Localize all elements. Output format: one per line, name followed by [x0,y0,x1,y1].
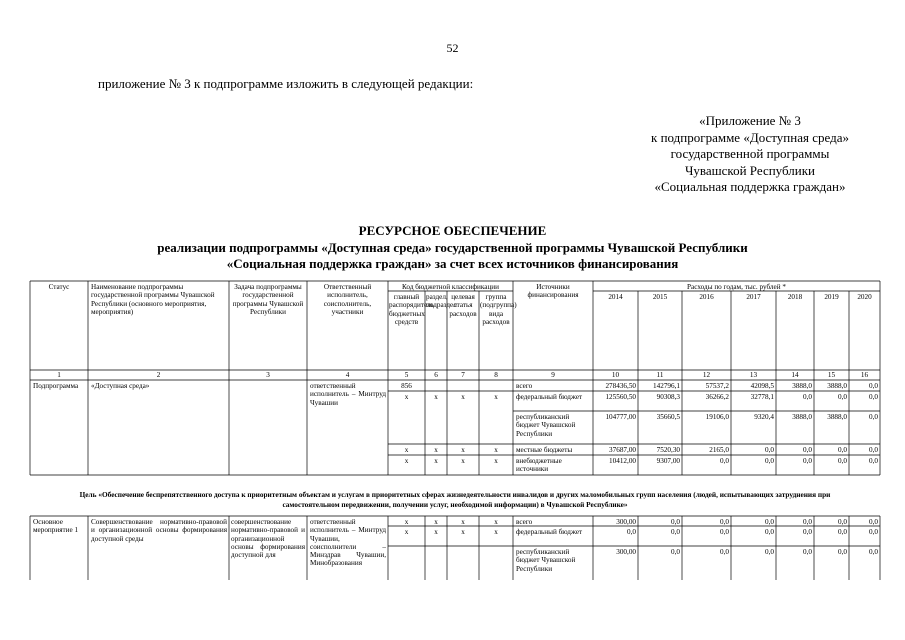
code-cell: x [461,393,465,401]
code-cell: x [434,528,438,536]
header-year: 2014 [608,293,623,301]
source-label: всего [516,382,533,390]
code-cell: x [461,457,465,465]
value-cell: 0,0 [765,518,774,526]
value-cell: 32778,1 [750,393,774,401]
code-cell: x [494,518,498,526]
value-cell: 0,0 [869,457,878,465]
value-cell: 36266,2 [705,393,729,401]
value-cell: 0,0 [765,548,774,556]
row-responsible: ответственный исполнитель – Минтруд Чувашии, соисполнители – Минздрав Чувашии, Минобразования [310,518,386,568]
value-cell: 0,0 [838,446,847,454]
value-cell: 0,0 [671,528,680,536]
row-name: Совершенствование нормативно-правовой и организационной основы формирования доступной среды [91,518,227,543]
value-cell: 0,0 [671,518,680,526]
column-number: 9 [551,371,555,379]
header-expenses: Расходы по годам, тыс. рублей * [687,283,786,291]
code-cell: x [404,393,409,401]
code-cell: x [404,457,409,465]
code-cell: x [434,518,438,526]
value-cell: 0,0 [765,528,774,536]
code-cell: x [461,518,465,526]
source-label: всего [516,518,533,526]
column-number: 15 [827,371,836,379]
column-number: 16 [860,371,869,379]
code-cell: x [494,393,498,401]
code-cell: x [494,457,498,465]
appendix-line: «Социальная поддержка граждан» [654,179,846,194]
code-cell: x [404,446,409,454]
code-cell: x [404,518,409,526]
appendix-line: «Приложение № 3 [699,113,801,128]
header-year: 2016 [699,293,714,301]
source-label: внебюджетные источники [516,457,562,474]
value-cell: 37687,00 [609,446,636,454]
value-cell: 0,0 [838,518,847,526]
value-cell: 57537,2 [705,382,729,390]
code-cell: x [461,528,465,536]
value-cell: 0,0 [720,518,729,526]
column-number: 10 [611,371,620,379]
appendix-line: к подпрограмме «Доступная среда» [651,129,849,145]
doc-subtitle: «Социальная поддержка граждан» за счет всех источников финансирования [226,256,679,271]
source-label: республиканский бюджет Чувашской Республики [516,548,576,573]
value-cell: 0,0 [765,457,774,465]
intro-text: приложение № 3 к подпрограмме изложить в следующей редакции: [98,76,474,91]
column-number: 14 [791,371,799,379]
row-name: «Доступная среда» [91,382,150,390]
code-cell: x [434,457,438,465]
value-cell: 9307,00 [656,457,680,465]
header-year: 2015 [652,293,668,301]
value-cell: 3888,0 [827,382,847,390]
value-cell: 0,0 [869,413,878,421]
value-cell: 3888,0 [827,413,847,421]
column-number: 8 [494,371,498,379]
value-cell: 0,0 [838,457,847,465]
value-cell: 0,0 [627,528,636,536]
value-cell: 0,0 [765,446,774,454]
value-cell: 0,0 [720,528,729,536]
value-cell: 35660,5 [656,413,680,421]
value-cell: 10412,00 [609,457,636,465]
value-cell: 0,0 [838,528,847,536]
value-cell: 300,00 [616,518,636,526]
code-cell: x [404,528,409,536]
column-number: 4 [345,371,350,379]
value-cell: 0,0 [720,457,729,465]
header-year: 2017 [746,293,761,301]
row-task: совершенствование нормативно-правовой и организационной основы формирования доступной для [231,518,305,560]
value-cell: 0,0 [869,548,878,556]
column-number: 6 [434,371,438,379]
header-year: 2018 [787,293,803,301]
value-cell: 0,0 [869,382,878,390]
source-label: федеральный бюджет [516,393,583,401]
appendix-line: Чувашской Республики [684,162,816,178]
page-number: 52 [446,41,459,55]
value-cell: 0,0 [803,446,812,454]
source-label: федеральный бюджет [516,528,583,536]
column-number: 5 [404,371,409,379]
doc-title: РЕСУРСНОЕ ОБЕСПЕЧЕНИЕ [358,223,547,238]
header-task: Задача подпрограммы государственной программы Чувашской Республики [232,283,304,316]
row-status: Подпрограмма [33,382,79,390]
appendix-line: государственной программы [670,146,830,161]
row-responsible: ответственный исполнитель – Минтруд Чувашии [310,382,386,407]
header-status: Статус [48,283,70,291]
header-expense-group: группа (подгруппа) вида расходов [480,293,517,326]
value-cell: 104777,00 [605,413,636,421]
column-number: 1 [57,371,61,379]
value-cell: 3888,0 [792,382,812,390]
value-cell: 19106,0 [705,413,729,421]
goal-statement: Цель «Обеспечение беспрепятственного доступа к приоритетным объектам и услугам в приоритетных сферах жизнедеятельности инвалидов и других маломобильных групп населения (людей, испытывающих затруднения при самостоятельном передвижении, получении услуг, необходимой информации) в Чувашской Республике» [79,490,831,509]
code-cell: x [494,446,498,454]
value-cell: 0,0 [803,457,812,465]
value-cell: 125560,50 [605,393,636,401]
header-year: 2019 [824,293,839,301]
value-cell: 0,0 [803,548,812,556]
value-cell: 3888,0 [792,413,812,421]
value-cell: 9320,4 [754,413,774,421]
value-cell: 0,0 [869,393,878,401]
value-cell: 0,0 [869,528,878,536]
value-cell: 0,0 [869,518,878,526]
value-cell: 278436,50 [605,382,636,390]
value-cell: 0,0 [671,548,680,556]
value-cell: 0,0 [838,393,847,401]
row-status: Основное мероприятие 1 [33,518,79,535]
grbs-code: 856 [401,382,412,390]
value-cell: 0,0 [869,446,878,454]
value-cell: 7520,30 [656,446,680,454]
header-name: Наименование подпрограммы государственной программы Чувашской Республики (основного мероприятия, мероприятия) [91,283,215,316]
value-cell: 2165,0 [709,446,729,454]
column-number: 13 [749,371,758,379]
value-cell: 0,0 [803,528,812,536]
column-number: 12 [702,371,711,379]
value-cell: 42098,5 [750,382,774,390]
header-budget-code: Код бюджетной классификации [402,283,499,291]
code-cell: x [434,393,438,401]
code-cell: x [434,446,438,454]
value-cell: 90308,3 [656,393,680,401]
header-section: раздел, подраздел [426,293,457,310]
header-target-article: целевая статья расходов [449,293,477,318]
header-responsible: Ответственный исполнитель, соисполнитель, участники [323,283,372,316]
value-cell: 0,0 [803,518,812,526]
column-number: 3 [266,371,270,379]
value-cell: 142796,1 [653,382,680,390]
header-grbs: главный распорядитель бюджетных средств [389,293,435,326]
value-cell: 0,0 [720,548,729,556]
header-year: 2020 [857,293,872,301]
header-sources: Источники финансирования [527,283,579,300]
column-number: 7 [461,371,465,379]
column-number: 11 [656,371,664,379]
value-cell: 0,0 [838,548,847,556]
value-cell: 300,00 [616,548,636,556]
source-label: местные бюджеты [516,446,573,454]
code-cell: x [494,528,498,536]
code-cell: x [461,446,465,454]
value-cell: 0,0 [803,393,812,401]
column-number: 2 [156,371,161,379]
source-label: республиканский бюджет Чувашской Республики [516,413,576,438]
doc-subtitle: реализации подпрограммы «Доступная среда» государственной программы Чувашской Республики [157,240,748,255]
